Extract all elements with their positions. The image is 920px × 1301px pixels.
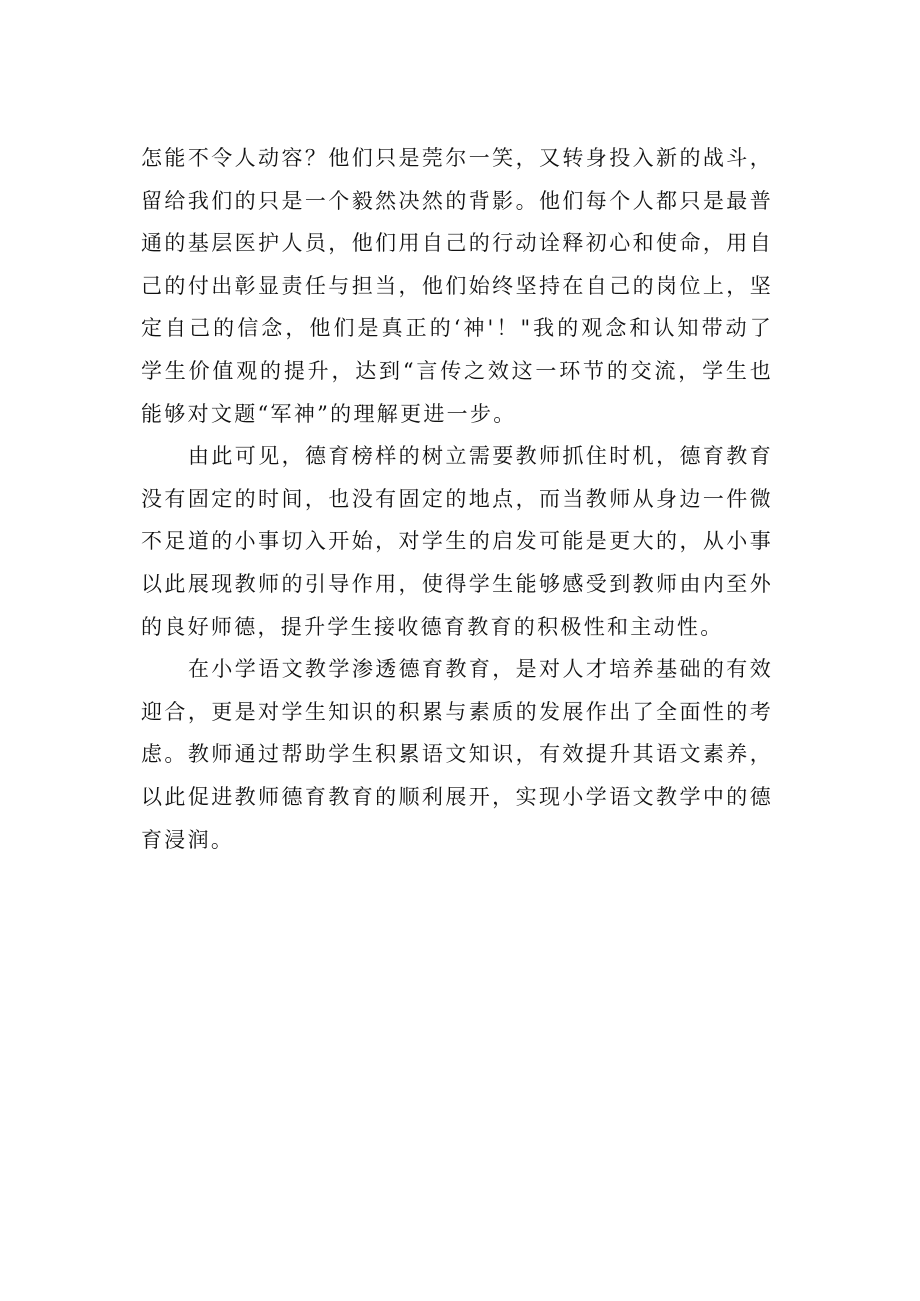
paragraph-continuation: 怎能不令人动容？他们只是莞尔一笑，又转身投入新的战斗，留给我们的只是一个毅然决然的背影。他们每个人都只是最普通的基层医护人员，他们用自己的行动诠释初心和使命，用自己的付出彰显责任与担当，他们始终坚持在自己的岗位上，坚定自己的信念，他们是真正的‘神'！"我的观念和认知带动了学生价值观的提升，达到“言传之效这一环节的交流，学生也能够对文题“军神”的理解更进一步。 xyxy=(141,146,773,426)
paragraph-conclusion-moral-example: 由此可见，德育榜样的树立需要教师抓住时机，德育教育没有固定的时间，也没有固定的地点，而当教师从身边一件微不足道的小事切入开始，对学生的启发可能是更大的，从小事以此展现教师的引导作用，使得学生能够感受到教师由内至外的良好师德，提升学生接收德育教育的积极性和主动性。 xyxy=(141,444,773,639)
document-body xyxy=(141,137,773,861)
paragraph-conclusion-summary: 在小学语文教学渗透德育教育，是对人才培养基础的有效迎合，更是对学生知识的积累与素质的发展作出了全面性的考虑。教师通过帮助学生积累语文知识，有效提升其语文素养，以此促进教师德育教育的顺利展开，实现小学语文教学中的德育浸润。 xyxy=(141,657,773,852)
